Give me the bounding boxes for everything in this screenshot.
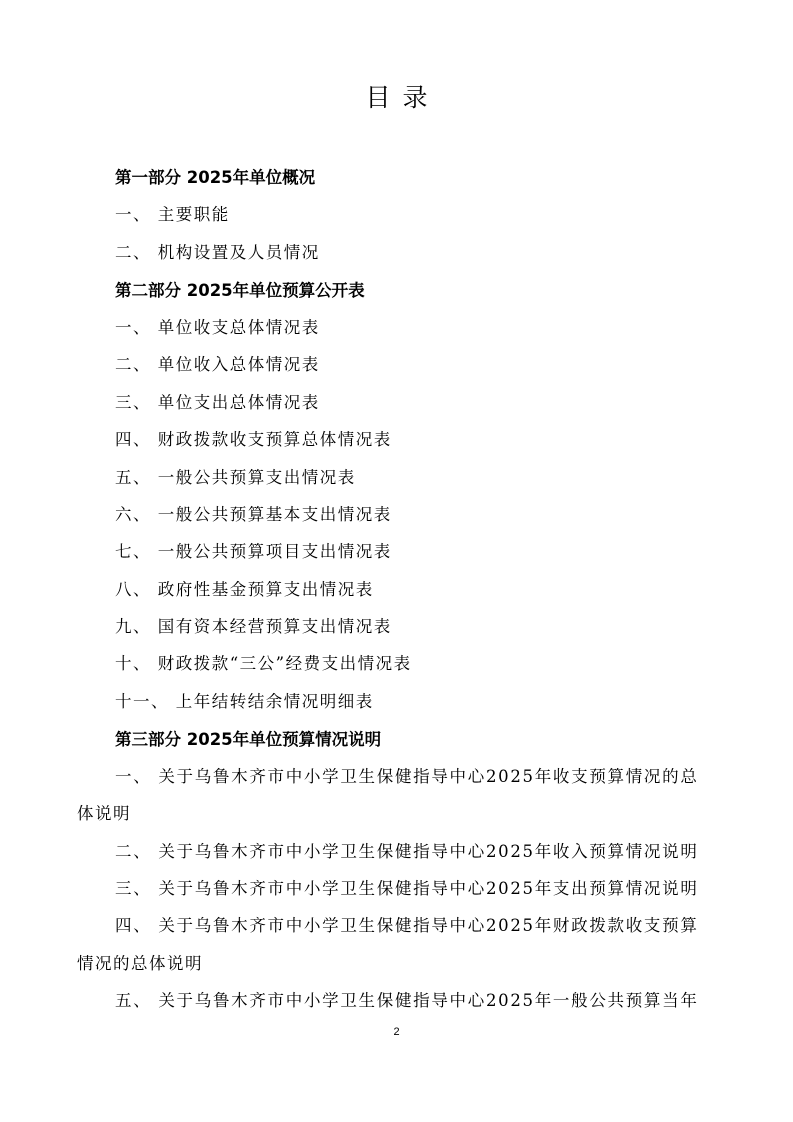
toc-item: 四、 关于乌鲁木齐市中小学卫生保健指导中心2025年财政拨款收支预算	[115, 916, 699, 935]
page-title: 目录	[365, 83, 440, 112]
toc-item: 二、 关于乌鲁木齐市中小学卫生保健指导中心2025年收入预算情况说明	[115, 842, 699, 861]
toc-item-continuation: 情况的总体说明	[77, 954, 203, 973]
page-number: 2	[393, 1026, 400, 1038]
toc-item: 八、 政府性基金预算支出情况表	[115, 580, 374, 599]
toc-item: 一、 关于乌鲁木齐市中小学卫生保健指导中心2025年收支预算情况的总	[115, 767, 699, 786]
toc-item: 五、 关于乌鲁木齐市中小学卫生保健指导中心2025年一般公共预算当年	[115, 991, 699, 1010]
toc-item: 二、 机构设置及人员情况	[115, 243, 320, 262]
toc-item: 六、 一般公共预算基本支出情况表	[115, 505, 392, 524]
toc-item: 一、 主要职能	[115, 205, 230, 224]
toc-section-heading: 第一部分 2025年单位概况	[115, 168, 316, 187]
toc-item: 十、 财政拨款“三公”经费支出情况表	[115, 654, 412, 673]
toc-section-heading: 第三部分 2025年单位预算情况说明	[115, 730, 382, 749]
toc-item: 四、 财政拨款收支预算总体情况表	[115, 430, 392, 449]
toc-item-continuation: 体说明	[77, 804, 131, 823]
toc-item: 五、 一般公共预算支出情况表	[115, 468, 356, 487]
toc-item: 三、 单位支出总体情况表	[115, 393, 320, 412]
toc-item: 十一、 上年结转结余情况明细表	[115, 692, 374, 711]
toc-item: 九、 国有资本经营预算支出情况表	[115, 617, 392, 636]
toc-section-heading: 第二部分 2025年单位预算公开表	[115, 281, 365, 300]
toc-item: 三、 关于乌鲁木齐市中小学卫生保健指导中心2025年支出预算情况说明	[115, 879, 699, 898]
toc-item: 七、 一般公共预算项目支出情况表	[115, 542, 392, 561]
toc-item: 二、 单位收入总体情况表	[115, 355, 320, 374]
toc-item: 一、 单位收支总体情况表	[115, 318, 320, 337]
